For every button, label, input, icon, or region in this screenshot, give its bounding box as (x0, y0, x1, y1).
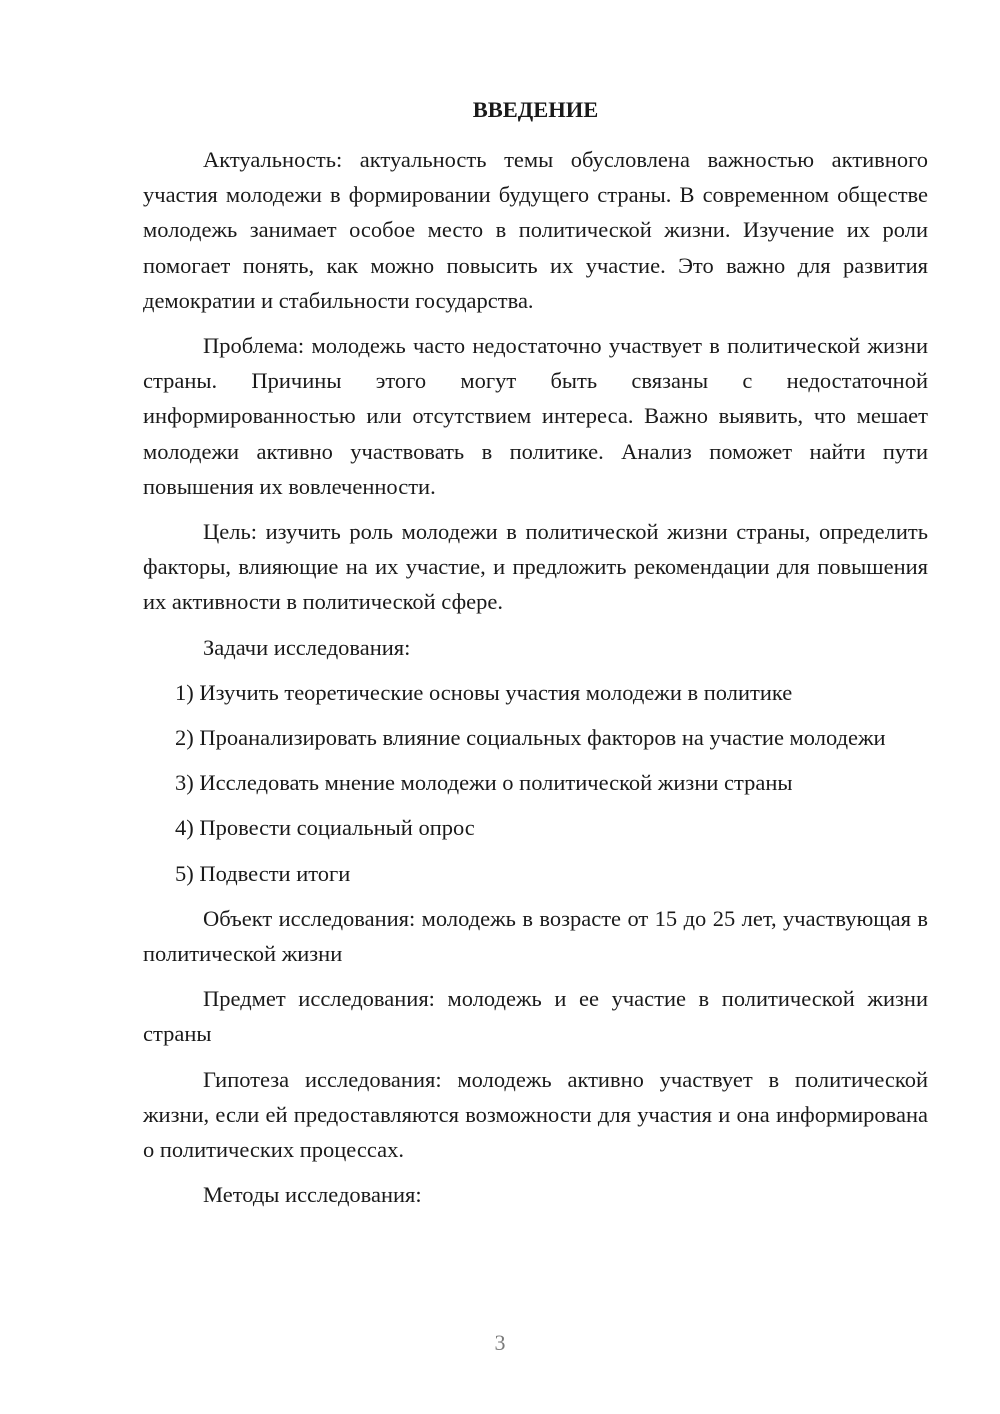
object-paragraph: Объект исследования: молодежь в возрасте от 15 до 25 лет, участвующая в политической жизни (143, 905, 928, 967)
task-item: 2) Проанализировать влияние социальных факторов на участие молодежи (175, 725, 886, 751)
task-item: 3) Исследовать мнение молодежи о политической жизни страны (175, 770, 793, 796)
task-item: 5) Подвести итоги (175, 860, 351, 886)
page-number: 3 (494, 1330, 506, 1355)
methods-heading: Методы исследования: (203, 1182, 422, 1208)
task-item: 4) Провести социальный опрос (175, 815, 475, 841)
tasks-heading: Задачи исследования: (203, 634, 411, 660)
subject-paragraph: Предмет исследования: молодежь и ее участие в политической жизни страны (143, 986, 928, 1047)
relevance-paragraph: Актуальность: актуальность темы обусловлена важностью активного участия молодежи в формировании будущего страны. В современном обществе молодежь занимает особое место в политической жизни. Изучение их роли помогает понять, как можно повысить их участие. Это важно для развития демократии и стабильности государства. (143, 147, 928, 313)
goal-paragraph: Цель: изучить роль молодежи в политической жизни страны, определить факторы, влияющие на их участие, и предложить рекомендации для повышения их активности в политической сфере. (143, 519, 928, 615)
section-title: ВВЕДЕНИЕ (472, 97, 599, 122)
problem-paragraph: Проблема: молодежь часто недостаточно участвует в политической жизни страны. Причины этого могут быть связаны с недостаточной информированностью или отсутствием интереса. Важно выявить, что мешает молодежи активно участвовать в политике. Анализ поможет найти пути повышения их вовлеченности. (143, 333, 928, 499)
hypothesis-paragraph: Гипотеза исследования: молодежь активно участвует в политической жизни, если ей предоставляются возможности для участия и она информирована о политических процессах. (143, 1066, 928, 1163)
page-body (143, 92, 928, 1222)
task-item: 1) Изучить теоретические основы участия молодежи в политике (175, 679, 793, 705)
